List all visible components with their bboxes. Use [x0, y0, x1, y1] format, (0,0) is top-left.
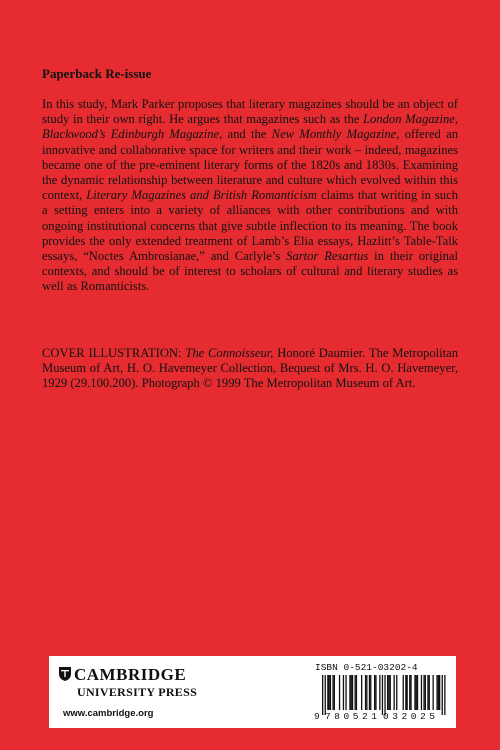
barcode-bar: [417, 675, 418, 710]
barcode-bar: [339, 675, 340, 710]
barcode-bar: [442, 675, 443, 715]
barcode-bar: [416, 675, 417, 710]
barcode-bar: [355, 675, 356, 710]
barcode-bar: [349, 675, 350, 710]
barcode-digits-right: 032025: [383, 711, 435, 721]
blurb-title-new-monthly: New Monthly Magazine,: [271, 127, 400, 142]
barcode-bar: [396, 675, 397, 710]
barcode-bar: [334, 675, 335, 710]
barcode-bar: [403, 675, 404, 710]
barcode-bar: [382, 675, 383, 715]
barcode-bar: [332, 675, 333, 710]
barcode-bar: [329, 675, 330, 710]
blurb-text: offered an innovative and collaborative space for writers and their work – indeed, magazines became one of the pre-eminent literary forms of the 1820s and 1830s. Examining the dynamic relationship between literature and culture which evolved within this context,: [42, 127, 459, 203]
barcode-digit-first: 9: [314, 711, 320, 721]
barcode-bar: [370, 675, 371, 710]
barcode-bar: [407, 675, 408, 710]
publisher-name: CAMBRIDGE: [74, 665, 187, 684]
barcode-bar: [414, 675, 415, 710]
barcode-bar: [374, 675, 375, 710]
barcode-bar: [351, 675, 352, 710]
blurb-paragraph: [42, 97, 458, 295]
barcode-bar: [365, 675, 366, 710]
publisher-panel: [49, 656, 456, 728]
barcode-bar: [325, 675, 326, 715]
barcode-bar: [322, 675, 323, 715]
credit-lead: COVER ILLUSTRATION:: [42, 346, 186, 360]
barcode-bar: [429, 675, 430, 710]
publisher-sub: UNIVERSITY PRESS: [77, 685, 198, 699]
blurb-text: and the: [222, 127, 272, 142]
reissue-label: Paperback Re-issue: [42, 66, 152, 81]
blurb-book-title: Literary Magazines and British Romanticism: [86, 188, 317, 203]
barcode-bar: [356, 675, 357, 710]
blurb-text: claims that writing in such a setting enters into a variety of alliances with other contributions and with ongoing institutional concerns that give subtle inflection to its meaning. The book provides the only extended treatment of Lamb’s Elia essays, Hazlitt’s Table-Talk essays, “Noctes Ambrosianae,” and Carlyle’s: [42, 188, 458, 264]
isbn-label: ISBN 0-521-03202-4: [315, 662, 418, 673]
credit-text: Honoré Daumier. The Metropolitan Museum of Art, H. O. Havemeyer Collection, Bequest of Mrs. H. O. Havemeyer, 1929 (29.100.200). Photograph © 1999 The Metropolitan Museum of Art.: [42, 346, 459, 391]
blurb-text: in their original contexts, and should be of interest to scholars of cultural and literary studies as well as Romanticists.: [42, 249, 458, 294]
blurb-title-sartor: Sartor Resartus: [286, 249, 369, 264]
barcode-bar: [410, 675, 411, 710]
barcode-bar: [439, 675, 440, 710]
barcode-bar: [366, 675, 367, 710]
barcode-bar: [369, 675, 370, 710]
credit-work-title: The Connoisseur,: [185, 346, 274, 360]
barcode-digits-left: 780521: [325, 711, 377, 721]
blurb-text: In this study, Mark Parker proposes that literary magazines should be an object of study in their own right. He argues that magazines such as the: [42, 97, 458, 127]
barcode-bar: [387, 675, 388, 710]
cover-credit: [42, 346, 458, 392]
barcode-bar: [427, 675, 428, 710]
barcode-bar: [421, 675, 422, 710]
barcode-bar: [379, 675, 380, 710]
barcode-bar: [375, 675, 376, 710]
barcode-bar: [343, 675, 344, 710]
barcode-bar: [433, 675, 434, 710]
publisher-url[interactable]: www.cambridge.org: [63, 708, 154, 719]
barcode-bar: [361, 675, 362, 710]
barcode-bar: [384, 675, 385, 715]
barcode-bar: [436, 675, 437, 710]
shield-icon: [59, 667, 71, 681]
barcode-bar: [388, 675, 389, 710]
barcode-bar: [390, 675, 391, 710]
barcode-bar: [405, 675, 406, 710]
barcode-icon: [311, 673, 451, 721]
barcode-bar: [423, 675, 424, 710]
barcode-bar: [444, 675, 445, 715]
barcode-bar: [394, 675, 395, 710]
barcode-bar: [345, 675, 346, 710]
barcode-bar: [327, 675, 328, 710]
barcode-bar: [425, 675, 426, 710]
blurb-title-london: London Magazine, Blackwood’s Edinburgh Magazine,: [42, 112, 458, 142]
barcode-bar: [409, 675, 410, 710]
barcode-bar: [352, 675, 353, 710]
barcode-bar: [438, 675, 439, 710]
barcode-bar: [330, 675, 331, 710]
